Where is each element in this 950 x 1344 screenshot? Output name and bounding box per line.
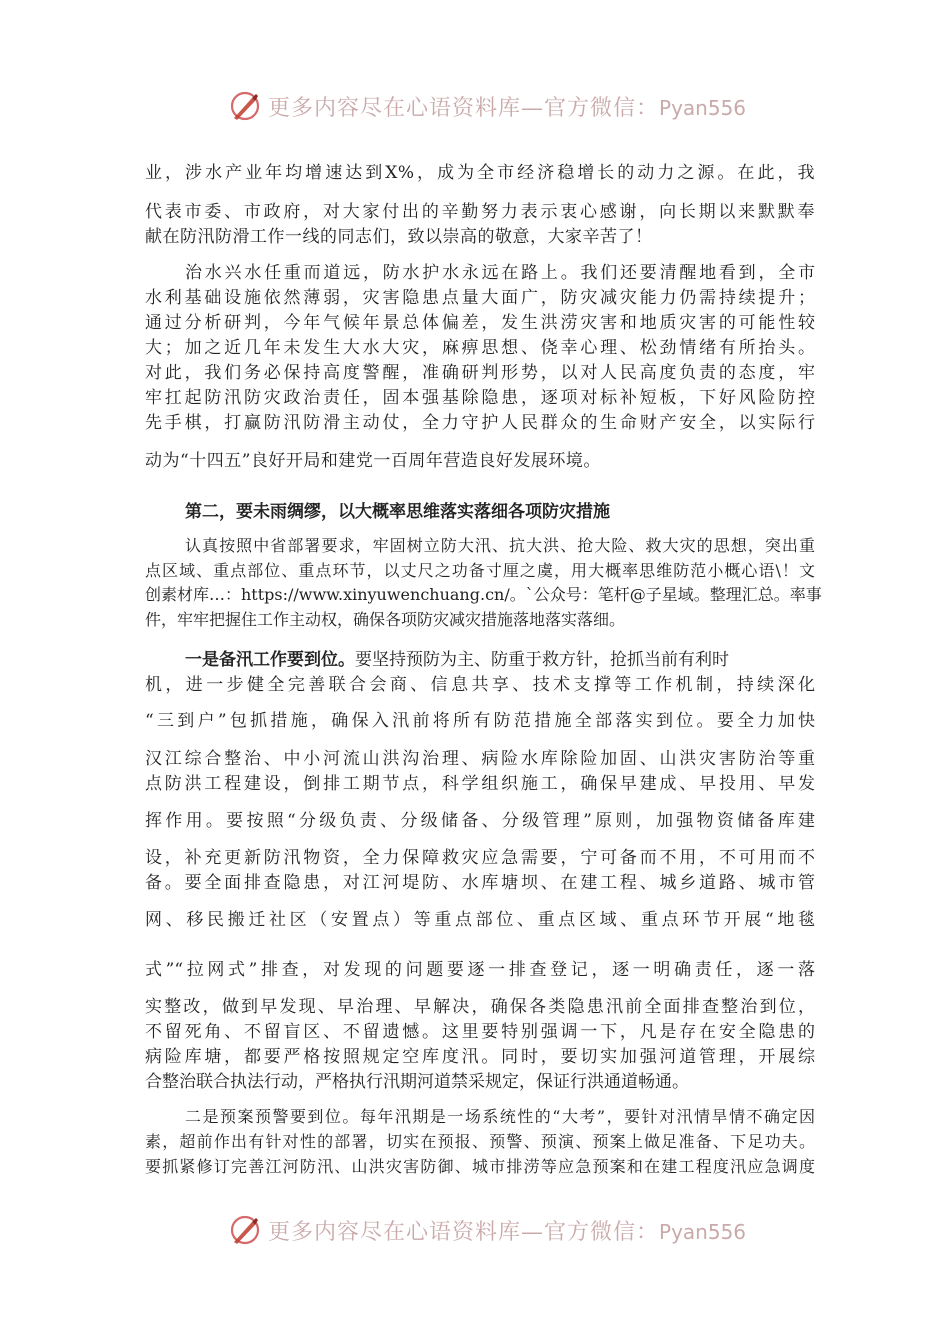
body-line: 备。要全面排查隐患，对江河堤防、水库塘坝、在建工程、城乡道路、城市管 xyxy=(145,873,815,893)
banner-text: 更多内容尽在心语资料库—官方微信：Pyan556 xyxy=(268,95,747,121)
body-line: 代表市委、市政府，对大家付出的辛勤努力表示衷心感谢，向长期以来默默奉 xyxy=(145,202,815,222)
body-line: 设，补充更新防汛物资，全力保障救灾应急需要，宁可备而不用，不可用而不 xyxy=(145,848,815,868)
body-line: 大；加之近几年未发生大水大灾，麻痹思想、侥幸心理、松劲情绪有所抬头。 xyxy=(145,338,815,358)
body-line: 牢扛起防汛防灾政治责任，固本强基除隐患，逐项对标补短板，下好风险防控 xyxy=(145,388,815,408)
banner-handle: Pyan556 xyxy=(659,95,747,120)
body-line: “三到户”包抓措施，确保入汛前将所有防范措施全部落实到位。要全力加快 xyxy=(145,711,815,731)
banner-handle: Pyan556 xyxy=(659,1219,747,1244)
body-line: 通过分析研判，今年气候年景总体偏差，发生洪涝灾害和地质灾害的可能性较 xyxy=(145,313,815,333)
body-line: 献在防汛防滑工作一线的同志们，致以崇高的敬意，大家辛苦了！ xyxy=(145,227,653,247)
section-heading: 第二，要未雨绸缪，以大概率思维落实落细各项防灾措施 xyxy=(185,502,610,522)
body-line: 不留死角、不留盲区、不留遗憾。这里要特别强调一下，凡是存在安全隐患的 xyxy=(145,1022,815,1042)
body-line: 二是预案预警要到位。每年汛期是一场系统性的“大考”，要针对汛情旱情不确定因 xyxy=(185,1107,815,1126)
body-line: 实整改，做到早发现、早治理、早解决，确保各类隐患汛前全面排查整治到位， xyxy=(145,997,815,1017)
body-line: 认真按照中省部署要求，牢固树立防大汛、抗大洪、抢大险、救大灾的思想，突出重 xyxy=(185,536,815,555)
body-line: 要抓紧修订完善江河防汛、山洪灾害防御、城市排涝等应急预案和在建工程度汛应急调度 xyxy=(145,1157,815,1176)
body-line: 点区域、重点部位、重点环节，以丈尺之功备寸厘之虞，用大概率思维防范小概心语\！文 xyxy=(145,561,815,580)
banner-text: 更多内容尽在心语资料库—官方微信：Pyan556 xyxy=(268,1219,747,1245)
pen-circle-logo-icon xyxy=(228,89,262,123)
lead-phrase: 一是备汛工作要到位。 xyxy=(185,650,355,670)
body-line: 先手棋，打赢防汛防滑主动仗，全力守护人民群众的生命财产安全，以实际行 xyxy=(145,413,815,433)
body-line: 点防洪工程建设，倒排工期节点，科学组织施工，确保早建成、早投用、早发 xyxy=(145,774,815,794)
pen-circle-logo-icon xyxy=(228,1213,262,1247)
body-line: 汉江综合整治、中小河流山洪沟治理、病险水库除险加固、山洪灾害防治等重 xyxy=(145,749,815,769)
body-line: 业，涉水产业年均增速达到X%，成为全市经济稳增长的动力之源。在此，我 xyxy=(145,163,815,183)
body-line: 病险库塘，都要严格按照规定空库度汛。同时，要切实加强河道管理，开展综 xyxy=(145,1047,815,1067)
body-line: 水利基础设施依然薄弱，灾害隐患点量大面广，防灾减灾能力仍需持续提升； xyxy=(145,288,815,308)
body-line: 对此，我们务必保持高度警醒，准确研判形势，以对人民高度负责的态度，牢 xyxy=(145,363,815,383)
body-line: 创素材库…：https://www.xinyuwenchuang.cn/。`公众号：笔杆@子星域。整理汇总。率事 xyxy=(145,585,822,604)
body-text: 要坚持预防为主、防重于救方针，抢抓当前有利时 xyxy=(355,650,729,670)
header-watermark-banner xyxy=(228,86,748,126)
body-line: 件，牢牢把握住工作主动权，确保各项防灾减灾措施落地落实落细。 xyxy=(145,610,626,629)
body-line: 式”“拉网式”排查，对发现的问题要逐一排查登记，逐一明确责任，逐一落 xyxy=(145,960,815,980)
body-line: 网、移民搬迁社区（安置点）等重点部位、重点区域、重点环节开展“地毯 xyxy=(145,910,815,930)
body-line xyxy=(145,645,815,670)
body-line: 机，进一步健全完善联合会商、信息共享、技术支撑等工作机制，持续深化 xyxy=(145,675,815,695)
body-line: 合整治联合执法行动，严格执行汛期河道禁采规定，保证行洪通道畅通。 xyxy=(145,1072,689,1092)
body-line: 动为“十四五”良好开局和建党一百周年营造良好发展环境。 xyxy=(145,451,601,471)
footer-watermark-banner xyxy=(228,1210,748,1250)
body-line: 治水兴水任重而道远，防水护水永远在路上。我们还要清醒地看到，全市 xyxy=(185,263,815,283)
body-line: 素，超前作出有针对性的部署，切实在预报、预警、预演、预案上做足准备、下足功夫。 xyxy=(145,1132,815,1151)
body-line: 挥作用。要按照“分级负责、分级储备、分级管理”原则，加强物资储备库建 xyxy=(145,811,815,831)
